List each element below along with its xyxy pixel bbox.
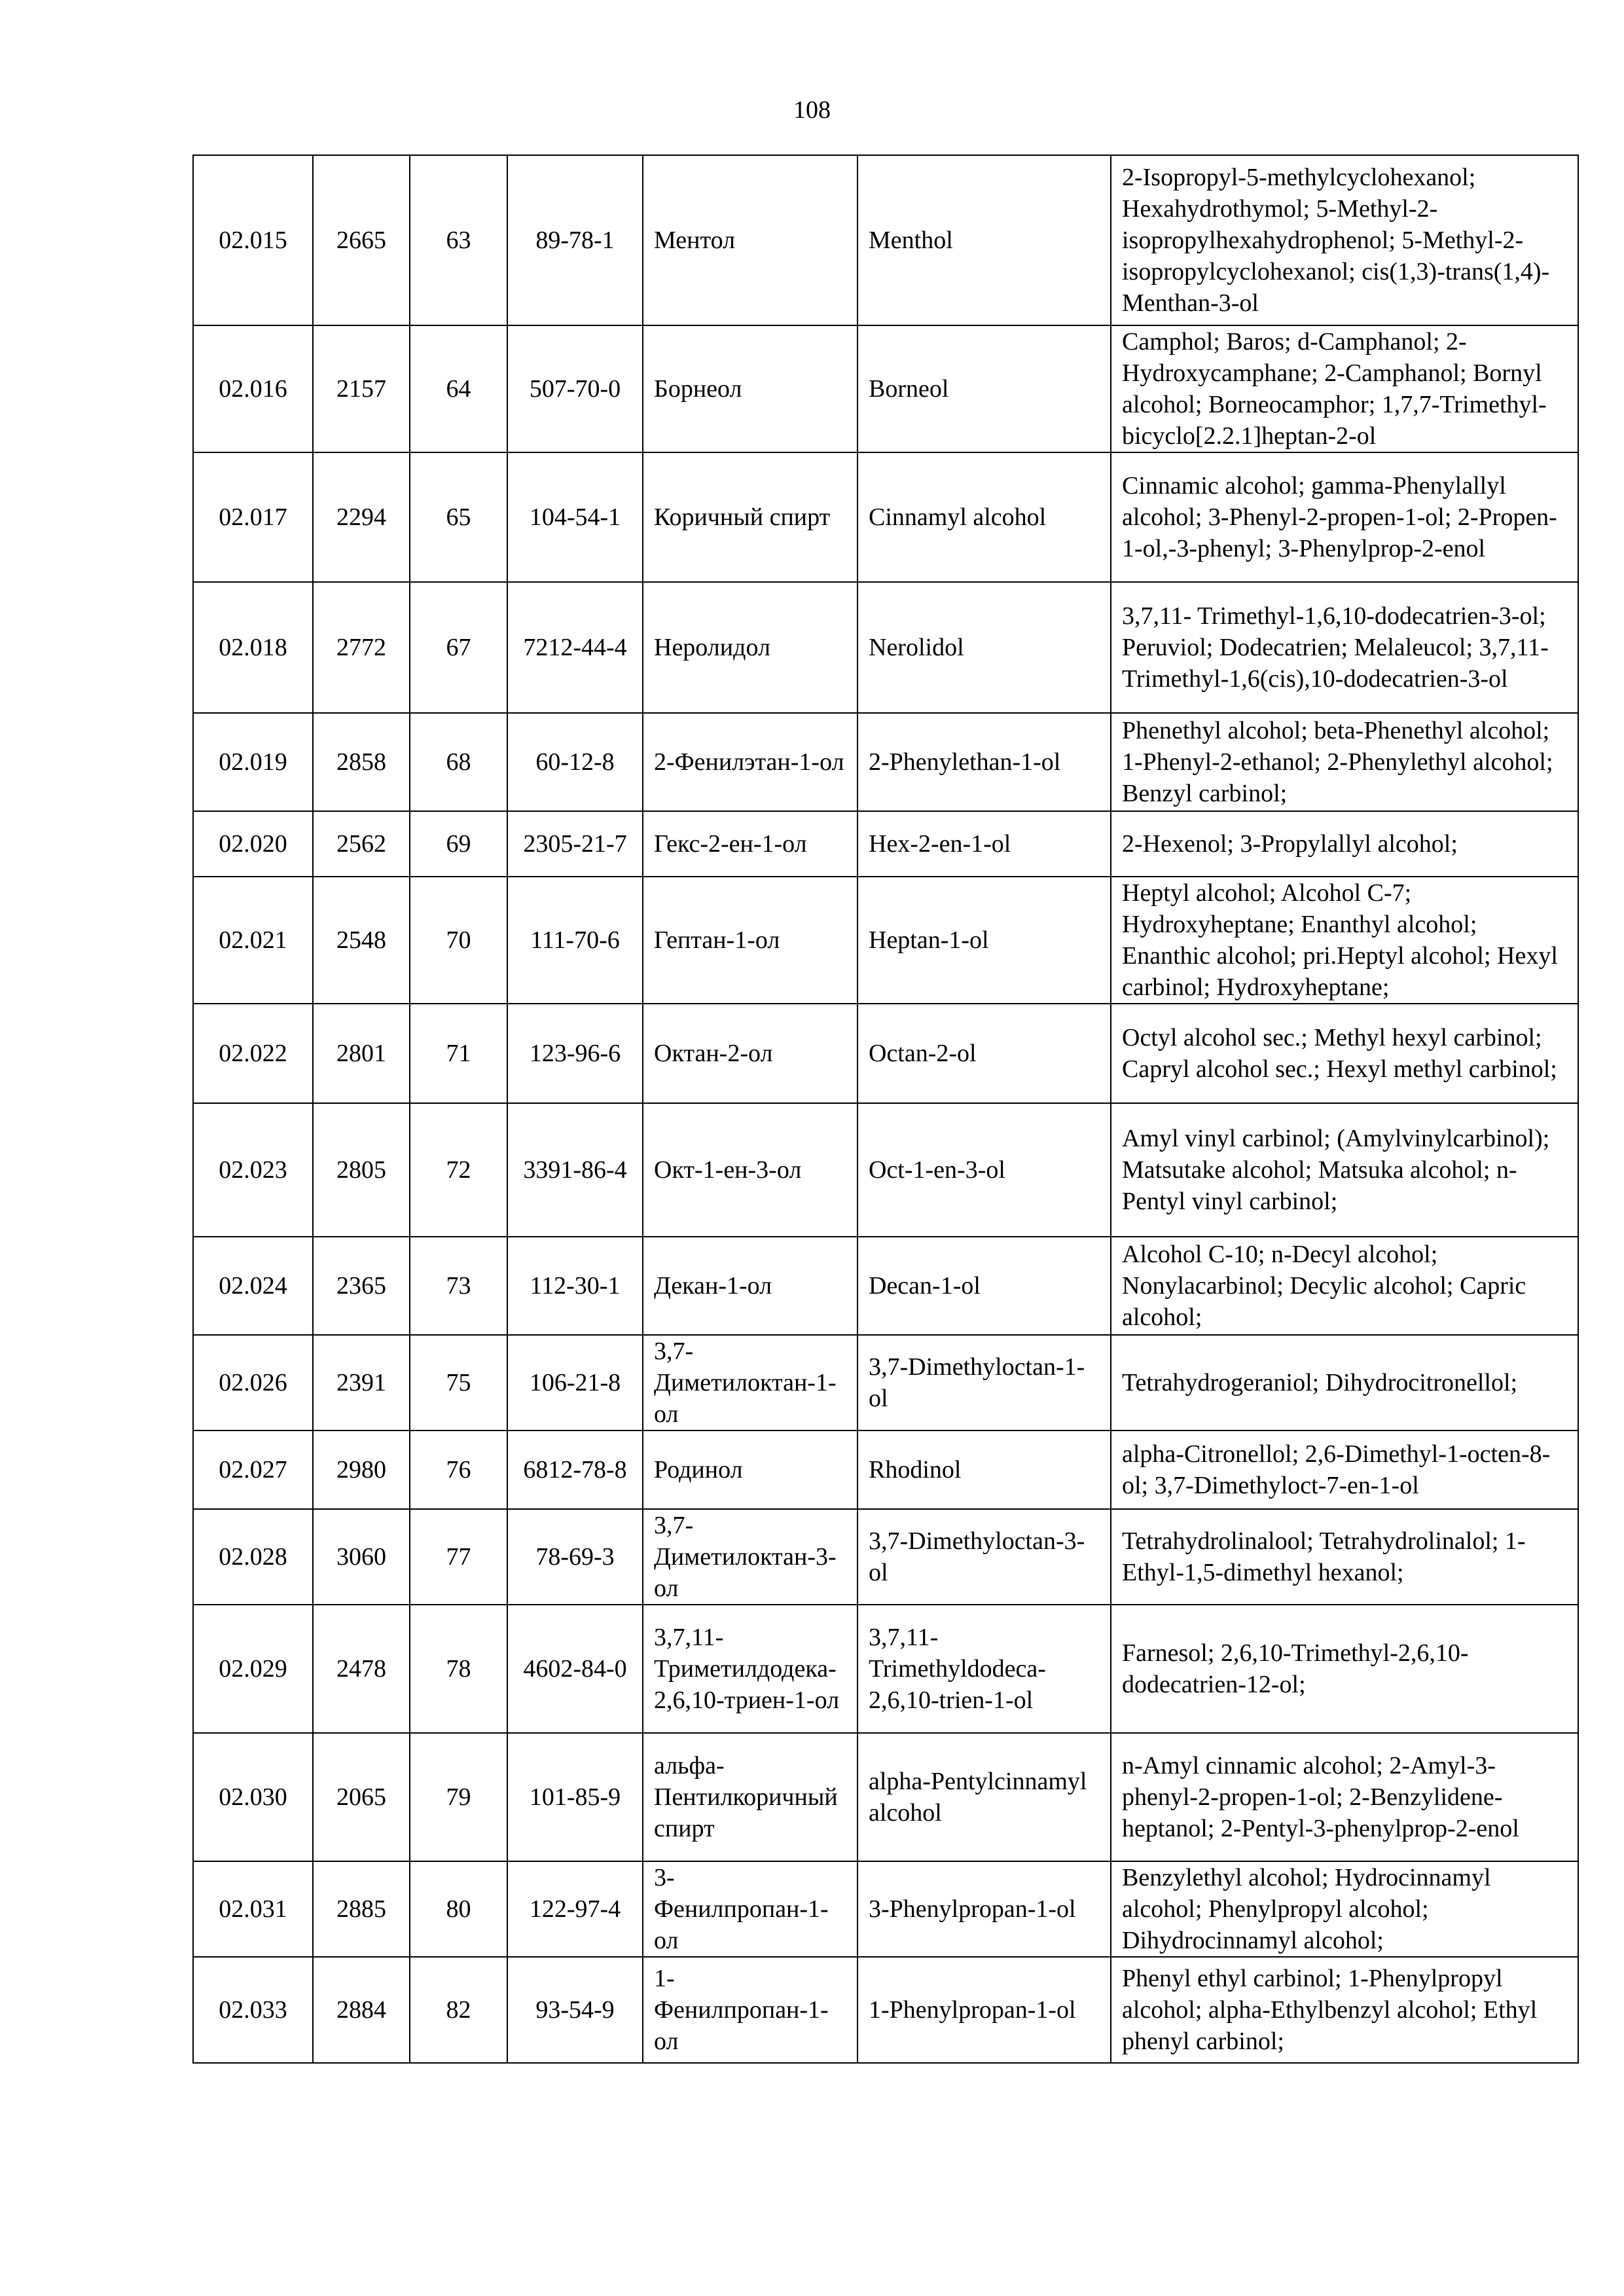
russian-name: 2-Фенилэтан-1-ол <box>643 713 857 811</box>
english-name: 3,7-Dimethyloctan-1-ol <box>857 1335 1111 1430</box>
synonyms: Tetrahydrolinalool; Tetrahydrolinalol; 1-Ethyl-1,5-dimethyl hexanol; <box>1111 1509 1578 1605</box>
table-row <box>193 1335 1578 1430</box>
english-name: Menthol <box>857 155 1111 325</box>
table-row <box>193 1733 1578 1861</box>
fl-number: 2157 <box>313 325 410 452</box>
synonyms: Heptyl alcohol; Alcohol C-7; Hydroxyheptane; Enanthyl alcohol; Enanthic alcohol; pri.Heptyl alcohol; Hexyl carbinol; Hydroxyheptane; <box>1111 877 1578 1004</box>
table-row <box>193 1861 1578 1957</box>
substance-code: 02.021 <box>193 877 313 1004</box>
cas-number: 111-70-6 <box>507 877 643 1004</box>
synonyms: 2-Isopropyl-5-methylcyclohexanol; Hexahydrothymol; 5-Methyl-2-isopropylhexahydrophenol; 5-Methyl-2-isopropylcyclohexanol; cis(1,3)-trans(1,4)-Menthan-3-ol <box>1111 155 1578 325</box>
row-number: 69 <box>410 811 507 877</box>
russian-name: 3,7,11-Триметилдодека-2,6,10-триен-1-ол <box>643 1605 857 1733</box>
synonyms: Octyl alcohol sec.; Methyl hexyl carbinol; Capryl alcohol sec.; Hexyl methyl carbinol; <box>1111 1004 1578 1103</box>
substance-code: 02.020 <box>193 811 313 877</box>
substance-code: 02.023 <box>193 1103 313 1237</box>
table-row <box>193 1103 1578 1237</box>
cas-number: 122-97-4 <box>507 1861 643 1957</box>
english-name: Oct-1-en-3-ol <box>857 1103 1111 1237</box>
cas-number: 123-96-6 <box>507 1004 643 1103</box>
substance-code: 02.030 <box>193 1733 313 1861</box>
substance-code: 02.024 <box>193 1237 313 1335</box>
table-row <box>193 1004 1578 1103</box>
russian-name: 3,7-Диметилоктан-3-ол <box>643 1509 857 1605</box>
table-row <box>193 713 1578 811</box>
synonyms: 2-Hexenol; 3-Propylallyl alcohol; <box>1111 811 1578 877</box>
cas-number: 2305-21-7 <box>507 811 643 877</box>
synonyms: Amyl vinyl carbinol; (Amylvinylcarbinol); Matsutake alcohol; Matsuka alcohol; n-Pentyl vinyl carbinol; <box>1111 1103 1578 1237</box>
cas-number: 78-69-3 <box>507 1509 643 1605</box>
cas-number: 3391-86-4 <box>507 1103 643 1237</box>
row-number: 80 <box>410 1861 507 1957</box>
english-name: 3-Phenylpropan-1-ol <box>857 1861 1111 1957</box>
english-name: Cinnamyl alcohol <box>857 452 1111 582</box>
row-number: 73 <box>410 1237 507 1335</box>
synonyms: Tetrahydrogeraniol; Dihydrocitronellol; <box>1111 1335 1578 1430</box>
row-number: 78 <box>410 1605 507 1733</box>
substance-code: 02.017 <box>193 452 313 582</box>
english-name: alpha-Pentylcinnamyl alcohol <box>857 1733 1111 1861</box>
fl-number: 2548 <box>313 877 410 1004</box>
substance-code: 02.016 <box>193 325 313 452</box>
row-number: 77 <box>410 1509 507 1605</box>
synonyms: Alcohol C-10; n-Decyl alcohol; Nonylacarbinol; Decylic alcohol; Capric alcohol; <box>1111 1237 1578 1335</box>
row-number: 72 <box>410 1103 507 1237</box>
substance-code: 02.033 <box>193 1957 313 2063</box>
fl-number: 2365 <box>313 1237 410 1335</box>
table-row <box>193 325 1578 452</box>
row-number: 63 <box>410 155 507 325</box>
substance-code: 02.022 <box>193 1004 313 1103</box>
table-row <box>193 1605 1578 1733</box>
fl-number: 2065 <box>313 1733 410 1861</box>
english-name: Hex-2-en-1-ol <box>857 811 1111 877</box>
english-name: 1-Phenylpropan-1-ol <box>857 1957 1111 2063</box>
substance-code: 02.018 <box>193 582 313 713</box>
english-name: 3,7-Dimethyloctan-3-ol <box>857 1509 1111 1605</box>
fl-number: 2294 <box>313 452 410 582</box>
fl-number: 2980 <box>313 1430 410 1509</box>
table-row <box>193 452 1578 582</box>
fl-number: 2885 <box>313 1861 410 1957</box>
english-name: Rhodinol <box>857 1430 1111 1509</box>
row-number: 64 <box>410 325 507 452</box>
cas-number: 507-70-0 <box>507 325 643 452</box>
english-name: Decan-1-ol <box>857 1237 1111 1335</box>
fl-number: 2772 <box>313 582 410 713</box>
synonyms: Camphol; Baros; d-Camphanol; 2-Hydroxycamphane; 2-Camphanol; Bornyl alcohol; Borneocamphor; 1,7,7-Trimethyl-bicyclo[2.2.1]heptan-2-ol <box>1111 325 1578 452</box>
cas-number: 7212-44-4 <box>507 582 643 713</box>
synonyms: Phenyl ethyl carbinol; 1-Phenylpropyl alcohol; alpha-Ethylbenzyl alcohol; Ethyl phenyl carbinol; <box>1111 1957 1578 2063</box>
russian-name: 1-Фенилпропан-1-ол <box>643 1957 857 2063</box>
fl-number: 2665 <box>313 155 410 325</box>
substance-code: 02.031 <box>193 1861 313 1957</box>
fl-number: 2562 <box>313 811 410 877</box>
russian-name: Неролидол <box>643 582 857 713</box>
table-row <box>193 155 1578 325</box>
synonyms: alpha-Citronellol; 2,6-Dimethyl-1-octen-8-ol; 3,7-Dimethyloct-7-en-1-ol <box>1111 1430 1578 1509</box>
russian-name: 3-Фенилпропан-1-ол <box>643 1861 857 1957</box>
synonyms: Cinnamic alcohol; gamma-Phenylallyl alcohol; 3-Phenyl-2-propen-1-ol; 2-Propen-1-ol,-3-phenyl; 3-Phenylprop-2-enol <box>1111 452 1578 582</box>
russian-name: Гекс-2-ен-1-ол <box>643 811 857 877</box>
english-name: 2-Phenylethan-1-ol <box>857 713 1111 811</box>
substance-code: 02.027 <box>193 1430 313 1509</box>
page-number: 108 <box>793 96 831 124</box>
russian-name: Родинол <box>643 1430 857 1509</box>
english-name: Octan-2-ol <box>857 1004 1111 1103</box>
fl-number: 3060 <box>313 1509 410 1605</box>
english-name: Borneol <box>857 325 1111 452</box>
synonyms: Farnesol; 2,6,10-Trimethyl-2,6,10-dodecatrien-12-ol; <box>1111 1605 1578 1733</box>
cas-number: 112-30-1 <box>507 1237 643 1335</box>
row-number: 65 <box>410 452 507 582</box>
synonyms: Benzylethyl alcohol; Hydrocinnamyl alcohol; Phenylpropyl alcohol; Dihydrocinnamyl alcohol; <box>1111 1861 1578 1957</box>
russian-name: Борнеол <box>643 325 857 452</box>
fl-number: 2478 <box>313 1605 410 1733</box>
russian-name: Ментол <box>643 155 857 325</box>
row-number: 68 <box>410 713 507 811</box>
russian-name: Декан-1-ол <box>643 1237 857 1335</box>
fl-number: 2391 <box>313 1335 410 1430</box>
fl-number: 2858 <box>313 713 410 811</box>
synonyms: 3,7,11- Trimethyl-1,6,10-dodecatrien-3-ol; Peruviol; Dodecatrien; Melaleucol; 3,7,11-Trimethyl-1,6(cis),10-dodecatrien-3-ol <box>1111 582 1578 713</box>
english-name: Heptan-1-ol <box>857 877 1111 1004</box>
flavouring-substances-table <box>192 155 1579 2064</box>
row-number: 79 <box>410 1733 507 1861</box>
russian-name: Октан-2-ол <box>643 1004 857 1103</box>
row-number: 70 <box>410 877 507 1004</box>
cas-number: 89-78-1 <box>507 155 643 325</box>
table-row <box>193 877 1578 1004</box>
row-number: 76 <box>410 1430 507 1509</box>
substance-code: 02.015 <box>193 155 313 325</box>
cas-number: 93-54-9 <box>507 1957 643 2063</box>
cas-number: 4602-84-0 <box>507 1605 643 1733</box>
fl-number: 2805 <box>313 1103 410 1237</box>
substance-code: 02.019 <box>193 713 313 811</box>
russian-name: Гептан-1-ол <box>643 877 857 1004</box>
russian-name: 3,7-Диметилоктан-1-ол <box>643 1335 857 1430</box>
russian-name: альфа-Пентилкоричный спирт <box>643 1733 857 1861</box>
cas-number: 104-54-1 <box>507 452 643 582</box>
synonyms: n-Amyl cinnamic alcohol; 2-Amyl-3-phenyl-2-propen-1-ol; 2-Benzylidene-heptanol; 2-Pentyl-3-phenylprop-2-enol <box>1111 1733 1578 1861</box>
cas-number: 6812-78-8 <box>507 1430 643 1509</box>
row-number: 71 <box>410 1004 507 1103</box>
cas-number: 60-12-8 <box>507 713 643 811</box>
substance-code: 02.026 <box>193 1335 313 1430</box>
row-number: 75 <box>410 1335 507 1430</box>
cas-number: 106-21-8 <box>507 1335 643 1430</box>
table-row <box>193 811 1578 877</box>
table-row <box>193 1509 1578 1605</box>
synonyms: Phenethyl alcohol; beta-Phenethyl alcohol; 1-Phenyl-2-ethanol; 2-Phenylethyl alcohol; Benzyl carbinol; <box>1111 713 1578 811</box>
row-number: 67 <box>410 582 507 713</box>
table-row <box>193 1237 1578 1335</box>
row-number: 82 <box>410 1957 507 2063</box>
english-name: Nerolidol <box>857 582 1111 713</box>
fl-number: 2801 <box>313 1004 410 1103</box>
russian-name: Коричный спирт <box>643 452 857 582</box>
substance-code: 02.029 <box>193 1605 313 1733</box>
substance-code: 02.028 <box>193 1509 313 1605</box>
russian-name: Окт-1-ен-3-ол <box>643 1103 857 1237</box>
fl-number: 2884 <box>313 1957 410 2063</box>
table-row <box>193 1957 1578 2063</box>
cas-number: 101-85-9 <box>507 1733 643 1861</box>
table-row <box>193 582 1578 713</box>
table-row <box>193 1430 1578 1509</box>
english-name: 3,7,11-Trimethyldodeca-2,6,10-trien-1-ol <box>857 1605 1111 1733</box>
